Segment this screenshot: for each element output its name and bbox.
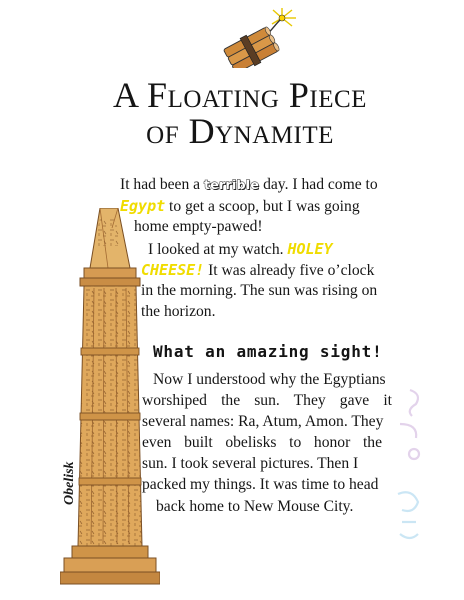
p3-line7: back home to New Mouse City. [156,498,354,515]
egypt-word: Egypt [120,197,166,215]
p2-line1 [148,239,333,260]
p3-line2: worshiped the sun. They gave it [142,392,392,409]
p2-line3: in the morning. The sun was rising on [141,282,378,299]
p3-line6: packed my things. It was time to head [142,476,379,493]
page-title-line2: of Dynamite [146,111,334,151]
obelisk-caption: Obelisk [62,461,77,505]
text: day. I had come to [259,176,378,193]
p3-line4: even built obelisks to honor the [142,434,382,451]
p3-line1: Now I understood why the Egyptians [153,371,386,388]
p2-line2 [141,260,374,281]
faint-decoration [380,384,440,554]
dynamite-icon [222,6,306,68]
amazing-sight-text: What an amazing sight! [153,342,383,361]
holey-word: HOLEY [287,240,333,258]
text: It was already five o’clock [204,262,375,279]
p1-line1 [120,175,378,195]
p1-line3: home empty-pawed! [134,218,263,235]
p2-line4: the horizon. [141,303,216,320]
text: to get a scoop, but I was going [165,198,360,215]
page-title-line1: A Floating Piece [113,75,367,115]
terrible-word: terrible [204,177,260,192]
obelisk-illustration [60,208,160,586]
p3-line5: sun. I took several pictures. Then I [142,455,359,472]
text: It had been a [120,176,204,193]
p3-line3: several names: Ra, Atum, Amon. They [142,413,384,430]
text: I looked at my watch. [148,241,288,258]
cheese-word: CHEESE! [141,261,205,279]
